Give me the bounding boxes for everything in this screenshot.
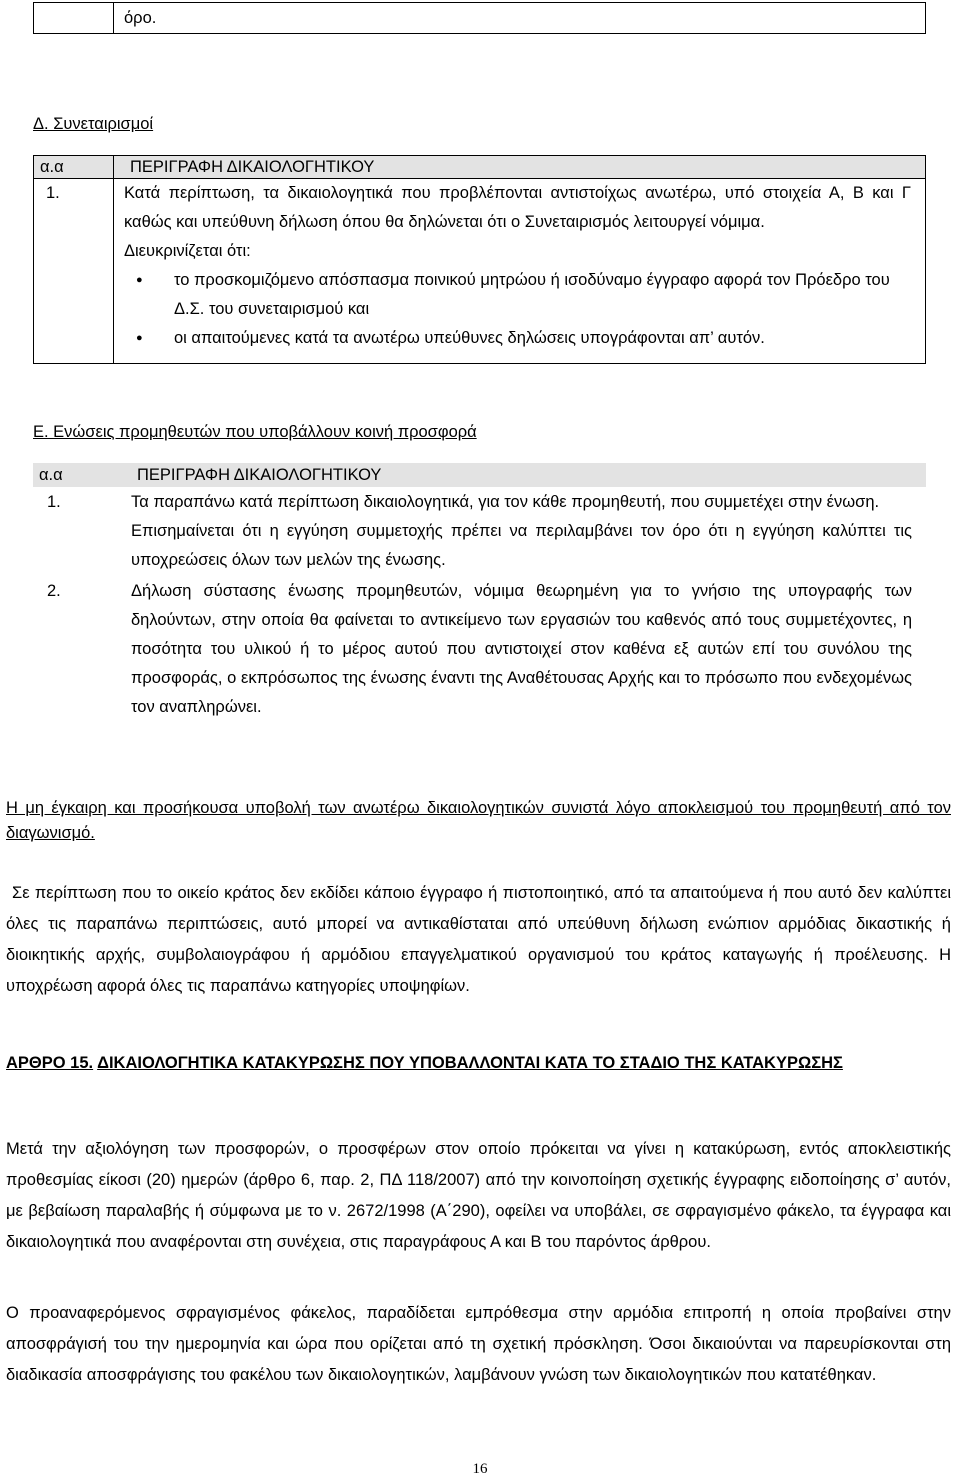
- section-d-heading: Δ. Συνεταιρισμοί: [33, 115, 154, 133]
- top-table-text: όρο.: [114, 3, 926, 34]
- section-d-bullet-1: ● το προσκομιζόμενο απόσπασμα ποινικού μητρώου ή ισοδύναμο έγγραφο αφορά τον Πρόεδρο του Δ.Σ. του συνεταιρισμού και: [124, 266, 911, 324]
- section-d-table: [33, 155, 926, 364]
- section-e-row2-para: Δήλωση σύστασης ένωσης προμηθευτών, νόμιμα θεωρημένη για το γνήσιο της υπογραφής των δηλούντων, στην οποία θα φαίνεται το αντικείμενο των εργασιών του καθενός από τους συμμετέχοντες, η ποσότητα του υλικού ή το μέρος αυτού που αντιστοιχεί στον καθένα εξ αυτών επί του συνόλου της προσφοράς, ο εκπρόσωπος της ένωσης έναντι της Αναθέτουσας Αρχής και το πρόσωπο που ενδεχομένως τον αναπληρώνει.: [131, 582, 912, 716]
- section-e-row2-num: 2.: [47, 582, 61, 600]
- section-d-header-label: ΠΕΡΙΓΡΑΦΗ ΔΙΚΑΙΟΛΟΓΗΤΙΚΟΥ: [114, 156, 926, 179]
- section-e-row1-num: 1.: [47, 493, 61, 511]
- article-prefix: ΑΡΘΡΟ 15.: [6, 1054, 94, 1072]
- top-table-num-cell: [34, 3, 114, 34]
- section-e-table: [33, 463, 926, 723]
- section-e-header-num: α.α: [33, 463, 121, 487]
- section-d-row-num: 1.: [34, 179, 114, 364]
- exclusion-warning: Η μη έγκαιρη και προσήκουσα υποβολή των ανωτέρω δικαιολογητικών συνιστά λόγο αποκλεισμού του προμηθευτή από τον διαγωνισμό.: [6, 799, 951, 842]
- section-d-paragraph: Κατά περίπτωση, τα δικαιολογητικά που προβλέπονται αντιστοίχως ανωτέρω, υπό στοιχεία Α, Β και Γ καθώς και υπεύθυνη δήλωση όπου θα δηλώνεται ότι ο Συνεταιρισμός λειτουργεί νόμιμα.: [124, 184, 911, 231]
- article-title: ΔΙΚΑΙΟΛΟΓΗΤΙΚΑ ΚΑΤΑΚΥΡΩΣΗΣ ΠΟΥ ΥΠΟΒΑΛΛΟΝΤΑΙ ΚΑΤΑ ΤΟ ΣΤΑΔΙΟ ΤΗΣ ΚΑΤΑΚΥΡΩΣΗΣ: [97, 1054, 843, 1072]
- section-d-bullet-2: ● οι απαιτούμενες κατά τα ανωτέρω υπεύθυνες δηλώσεις υπογράφονται απ’ αυτόν.: [124, 324, 911, 353]
- section-e-row1-para1: Τα παραπάνω κατά περίπτωση δικαιολογητικά, για τον κάθε προμηθευτή, που συμμετέχει στην ένωση.: [131, 493, 880, 511]
- top-table: [33, 2, 926, 34]
- article-heading: [6, 1050, 951, 1077]
- page-number: 16: [472, 1461, 488, 1477]
- paragraph-after-evaluation: Μετά την αξιολόγηση των προσφορών, ο προσφέρων στον οποίο πρόκειται να γίνει η κατακύρωση, εντός αποκλειστικής προθεσμίας είκοσι (20) ημερών (άρθρο 6, παρ. 2, ΠΔ 118/2007) από την κοινοποίηση σχετικής έγγραφης ειδοποίησης σ’ αυτόν, με βεβαίωση παραλαβής ή σύμφωνα με το ν. 2672/1998 (Α΄290), οφείλει να υποβάλει, σε σφραγισμένο φάκελο, τα έγγραφα και δικαιολογητικά που αναφέρονται στη συνέχεια, στις παραγράφους Α και Β του παρόντος άρθρου.: [6, 1140, 951, 1251]
- paragraph-sealed-envelope: Ο προαναφερόμενος σφραγισμένος φάκελος, παραδίδεται εμπρόθεσμα στην αρμόδια επιτροπή η οποία προβαίνει στην αποσφράγισή του την ημερομηνία και ώρα που ορίζεται από τη σχετική πρόσκληση. Όσοι δικαιούνται να παρευρίσκονται στη διαδικασία αποσφράγισης του φακέλου των δικαιολογητικών, λαμβάνουν γνώση των δικαιολογητικών που κατατέθηκαν.: [6, 1304, 951, 1384]
- section-e-row1-para2: Επισημαίνεται ότι η εγγύηση συμμετοχής πρέπει να περιλαμβάνει τον όρο ότι η εγγύηση καλύπτει τις υποχρεώσεις όλων των μελών της ένωσης.: [131, 522, 912, 569]
- section-d-header-num: α.α: [34, 156, 114, 179]
- section-e-heading: Ε. Ενώσεις προμηθευτών που υποβάλλουν κοινή προσφορά: [33, 423, 477, 441]
- section-e-header-label: ΠΕΡΙΓΡΑΦΗ ΔΙΚΑΙΟΛΟΓΗΤΙΚΟΥ: [121, 463, 926, 487]
- section-d-clarify: Διευκρινίζεται ότι:: [124, 242, 251, 260]
- paragraph-foreign-country: Σε περίπτωση που το οικείο κράτος δεν εκδίδει κάποιο έγγραφο ή πιστοποιητικό, από τα απαιτούμενα ή που αυτό δεν καλύπτει όλες τις παραπάνω περιπτώσεις, αυτό μπορεί να αντικαθίσταται από υπεύθυνη δήλωση ενώπιον αρμόδιας δικαστικής ή διοικητικής αρχής, συμβολαιογράφου ή αρμόδιου επαγγελματικού οργανισμού του κράτος καταγωγής ή προέλευσης. Η υποχρέωση αφορά όλες τις παραπάνω κατηγορίες υποψηφίων.: [6, 884, 951, 995]
- section-d-bullets: [124, 266, 911, 353]
